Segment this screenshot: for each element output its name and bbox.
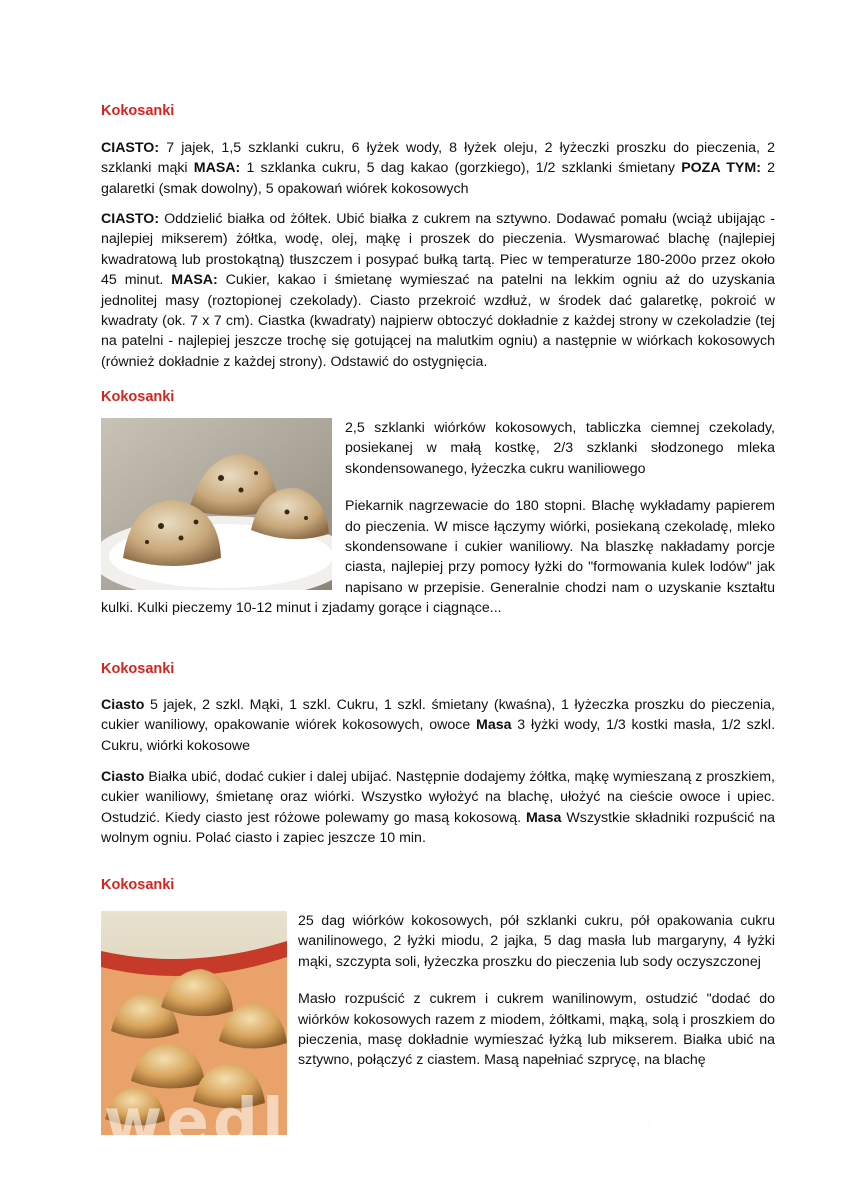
recipe-3-title: Kokosanki — [101, 661, 175, 677]
recipe-3-preparation — [101, 767, 775, 849]
coconut-macaroons-photo — [101, 418, 332, 590]
recipe-1-title: Kokosanki — [101, 103, 175, 119]
recipe-3-ingredients — [101, 695, 775, 756]
label: Ciasto — [101, 769, 145, 785]
label: POZA TYM: — [681, 160, 761, 177]
text: 7 jajek, 1,5 szklanki cukru, 6 łyżek wody, 8 łyżek oleju, 2 łyżeczki proszku do pieczenia, 2 szklanki mąki — [101, 140, 775, 177]
label: Masa — [525, 809, 562, 826]
label: CIASTO: — [101, 211, 160, 227]
label: MASA: — [193, 160, 241, 177]
text: Cukier, kakao i śmietanę wymieszać na patelni na lekkim ogniu aż do uzyskania jednolitej masy (roztopionej czekolady). Ciasto przekroić wzdłuż, w środek dać galaretkę, pokroić w kwadraty (ok. 7 x 7 cm). Ciastka (kwadraty) najpierw obtoczyć dokładnie z każdej strony w czekoladzie (tej na patelni - najlepiej jeszcze trochę się gotującej na malutkim ogniu) a następnie w wiórkach kokosowych (również dokładnie z każdej strony). Odstawić do ostygnięcia. — [101, 272, 775, 370]
recipe-2-ingredients: 2,5 szklanki wiórków kokosowych, tabliczka ciemnej czekolady, posiekanej w małą kostkę, 2/3 szklanki słodzonego mleka skondensowanego, łyżeczka cukru waniliowego — [345, 420, 775, 477]
text: Oddzielić białka od żółtek. Ubić białka z cukrem na sztywno. Dodawać pomału (wciąż ubijając - najlepiej mikserem) żółtka, wodę, olej, mąkę i proszek do pieczenia. Wysmarować blachę (najlepiej kwadratową lub prostokątną) tłuszczem i posypać bułką tartą. Piec w temperaturze 180-200o przez około 45 minut. — [101, 211, 775, 289]
label: MASA: — [171, 272, 218, 289]
recipe-2-preparation: Piekarnik nagrzewacie do 180 stopni. Blachę wykładamy papierem do pieczenia. W misce łączymy wiórki, posiekaną czekoladę, mleko skondensowane i cukier waniliowy. Na blaszkę nakładamy porcje ciasta, najlepiej przy pomocy łyżki do "formowania kulek lodów" jak napisano w przepisie. Generalnie chodzi nam o uzyskanie kształtu kulki. Kulki pieczemy 10-12 minut i zjadamy gorące i ciągnące... — [101, 498, 775, 617]
recipe-1-ingredients — [101, 138, 775, 199]
text: Wszystkie składniki rozpuścić na wolnym ogniu. Polać ciasto i zapiec jeszcze 10 min. — [101, 809, 775, 847]
text: 1 szklanka cukru, 5 dag kakao (gorzkiego), 1/2 szklanki śmietany — [240, 160, 682, 177]
recipe-4-ingredients: 25 dag wiórków kokosowych, pół szklanki cukru, pół opakowania cukru wanilinowego, 2 łyżki miodu, 2 jajka, 5 dag masła lub margaryny, 4 łyżki mąki, szczypta soli, łyżeczka proszku do pieczenia lub sody oczyszczonej — [298, 913, 775, 970]
recipe-2-body — [101, 418, 775, 636]
watermark: wedlinydomowe.pl — [104, 1085, 832, 1158]
recipe-1-preparation — [101, 209, 775, 372]
recipe-2-title: Kokosanki — [101, 389, 175, 405]
text: 3 łyżki wody, 1/3 kostki masła, 1/2 szkl. Cukru, wiórki kokosowe — [101, 717, 776, 754]
label: CIASTO: — [101, 140, 160, 156]
label: Masa — [476, 717, 512, 734]
label: Ciasto — [101, 697, 145, 713]
recipe-4-preparation: Masło rozpuścić z cukrem i cukrem wanilinowym, ostudzić "dodać do wiórków kokosowych razem z miodem, żółtkami, mąką, solą i proszkiem do pieczenia, masę dokładnie wymieszać łyżką lub mikserem. Białka ubić na sztywno, połączyć z ciastem. Masą napełniać szprycę, na blachę — [298, 991, 775, 1069]
text: 5 jajek, 2 szkl. Mąki, 1 szkl. Cukru, 1 szkl. śmietany (kwaśna), 1 łyżeczka proszku do pieczenia, cukier waniliowy, opakowanie wiórek kokosowych, owoce — [101, 697, 775, 734]
recipe-4-title: Kokosanki — [101, 877, 175, 893]
text: 2 galaretki (smak dowolny), 5 opakowań wiórek kokosowych — [101, 160, 775, 197]
text: Białka ubić, dodać cukier i dalej ubijać. Następnie dodajemy żółtka, mąkę wymieszaną z proszkiem, cukier waniliowy, śmietanę oraz wiórki. Wszystko wyłożyć na blachę, ułożyć na cieście owoce i upiec. Ostudzić. Kiedy ciasto jest różowe polewamy go masą kokosową. — [101, 769, 775, 826]
